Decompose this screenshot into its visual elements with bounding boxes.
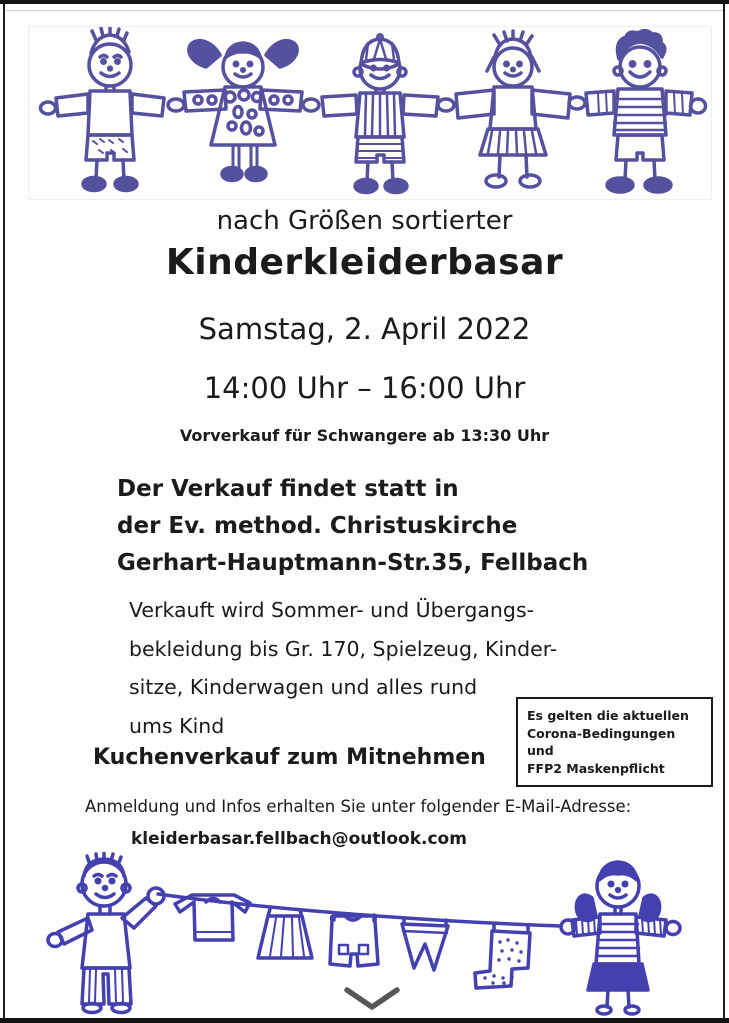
contact-note: Anmeldung und Infos erhalten Sie unter folgender E-Mail-Adresse: [85, 797, 632, 816]
goods-line-2: bekleidung bis Gr. 170, Spielzeug, Kinder- [129, 636, 558, 661]
corona-line-1: Es gelten die aktuellen [527, 708, 689, 723]
child-boy-cap-3 [322, 35, 438, 193]
venue-line-2: der Ev. method. Christuskirche [117, 513, 518, 539]
scroll-down-button[interactable] [341, 984, 403, 1014]
cake-sale-line: Kuchenverkauf zum Mitnehmen [93, 745, 486, 770]
joined-hands [168, 97, 585, 111]
clothesline-girl [561, 862, 680, 1014]
frame-right-edge [723, 4, 725, 1018]
hanging-skirt [258, 909, 312, 958]
child-boy-5 [586, 31, 706, 192]
presale-note: Vorverkauf für Schwangere ab 13:30 Uhr [179, 426, 550, 445]
venue-line-3: Gerhart-Hauptmann-Str.35, Fellbach [117, 550, 589, 576]
corona-line-2: Corona-Bedingungen und [527, 725, 676, 758]
chevron-down-icon[interactable] [341, 984, 403, 1014]
frame-left-edge [3, 4, 5, 1018]
child-girl-2 [184, 41, 302, 181]
goods-line-1: Verkauft wird Sommer- und Übergangs- [129, 598, 535, 622]
frame-hairline [6, 10, 723, 11]
hanging-romper [330, 914, 378, 966]
flyer-title: Kinderkleiderbasar [165, 242, 564, 283]
corona-notice-box [516, 697, 713, 787]
frame-top-edge [0, 0, 729, 4]
venue-line-1: Der Verkauf findet statt in [117, 476, 459, 502]
child-girl-4 [456, 31, 570, 187]
top-illustration [28, 26, 712, 200]
event-date: Samstag, 2. April 2022 [198, 312, 531, 346]
event-time: 14:00 Uhr – 16:00 Uhr [203, 371, 526, 405]
frame-bottom-edge [0, 1018, 729, 1023]
intro-line: nach Größen sortierter [216, 206, 513, 236]
hanging-sock [475, 924, 530, 988]
goods-line-4: ums Kind [129, 713, 225, 738]
venue-block [117, 471, 588, 582]
children-holding-hands-drawing [29, 27, 711, 199]
clothesline-boy [48, 853, 164, 1013]
contact-email: kleiderbasar.fellbach@outlook.com [131, 829, 467, 849]
corona-line-3: FFP2 Maskenpflicht [527, 760, 665, 776]
hanging-trousers [402, 918, 448, 970]
goods-block [129, 591, 557, 745]
goods-line-3: sitze, Kinderwagen und alles rund [129, 675, 478, 699]
child-boy-1 [41, 28, 165, 191]
